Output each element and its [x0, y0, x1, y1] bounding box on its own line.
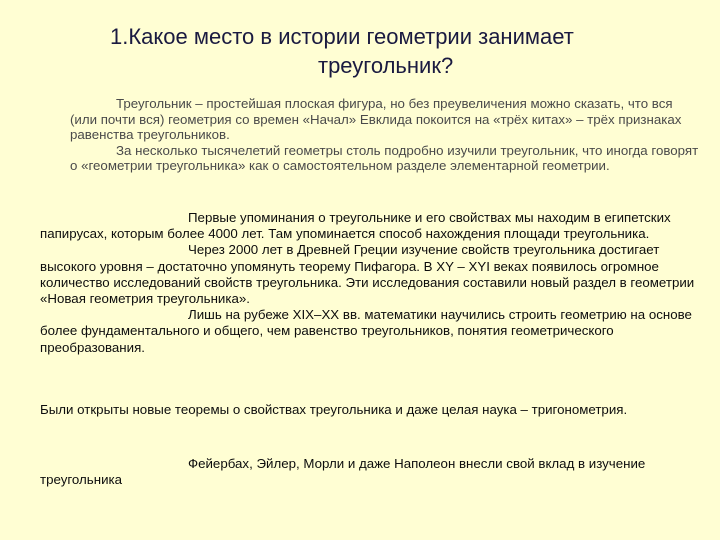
- contributors-paragraph: Фейербах, Эйлер, Морли и даже Наполеон внесли свой вклад в изучение треугольника: [40, 456, 646, 488]
- intro-paragraph-2: За несколько тысячелетий геометры столь подробно изучили треугольник, что иногда говорят о «геометрии треугольника» как о самостоятельном разделе элементарной геометрии.: [70, 142, 699, 174]
- slide-title: [80, 22, 680, 80]
- slide-title-line-1: 1.Какое место в истории геометрии занимает: [110, 24, 574, 49]
- slide-title-line-2: треугольник?: [318, 53, 454, 78]
- contributors-section: [40, 456, 700, 488]
- theorems-paragraph: Были открыты новые теоремы о свойствах треугольника и даже целая наука – тригонометрия.: [40, 402, 628, 417]
- history-paragraph-2: Через 2000 лет в Древней Греции изучение свойств треугольника достигает высокого уровня – достаточно упомянуть теорему Пифагора. В XY – XYI веках появилось огромное количество исследований свойств треугольника. Эти исследования составили новый раздел в геометрии «Новая геометрия треугольника».: [40, 242, 695, 307]
- history-paragraph-1: Первые упоминания о треугольнике и его свойствах мы находим в египетских папирусах, которым более 4000 лет. Там упоминается способ нахождения площади треугольника.: [40, 210, 671, 242]
- intro-section: [70, 96, 700, 174]
- theorems-section: [40, 402, 680, 418]
- history-paragraph-3: Лишь на рубеже XIX–XX вв. математики научились строить геометрию на основе более фундаментального и общего, чем равенство треугольников, понятия геометрического преобразования.: [40, 307, 692, 355]
- intro-paragraph-1: Треугольник – простейшая плоская фигура, но без преувеличения можно сказать, что вся (или почти вся) геометрия со времен «Начал» Евклида покоится на «трёх китах» – трёх признаках равенства треугольников.: [70, 96, 682, 143]
- history-section: [40, 210, 700, 356]
